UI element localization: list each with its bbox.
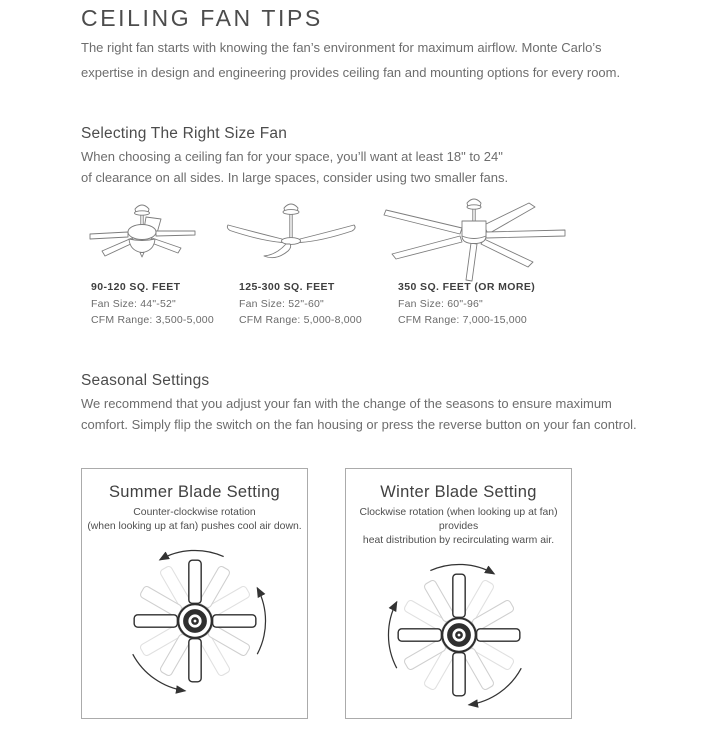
- winter-desc-line-1: Clockwise rotation (when looking up at fan) provides: [359, 507, 558, 532]
- summer-desc-line-2: (when looking up at fan) pushes cool air down.: [87, 521, 302, 532]
- sizing-section-body: [81, 146, 508, 188]
- spec-cfm-range: CFM Range: 5,000-8,000: [239, 313, 362, 326]
- clockwise-rotation-diagram: [377, 553, 541, 717]
- spec-cfm-range: CFM Range: 3,500-5,000: [91, 313, 214, 326]
- spec-block-large-room: [398, 281, 535, 328]
- winter-box-description: [346, 506, 571, 548]
- summer-blade-setting-box: [81, 468, 308, 719]
- sizing-body-line-1: When choosing a ceiling fan for your space, you’ll want at least 18" to 24": [81, 149, 503, 164]
- intro-paragraph: [81, 36, 620, 85]
- seasonal-body-line-1: We recommend that you adjust your fan with the change of the seasons to ensure maximum: [81, 396, 612, 411]
- seasonal-body-line-2: comfort. Simply flip the switch on the fan housing or press the reverse button on your fan control.: [81, 417, 637, 432]
- spec-fan-size: Fan Size: 60"-96": [398, 298, 483, 310]
- winter-desc-line-2: heat distribution by recirculating warm air.: [362, 535, 555, 546]
- winter-blade-setting-box: [345, 468, 572, 719]
- spec-area-label: 350 SQ. FEET (OR MORE): [398, 281, 536, 293]
- summer-desc-line-1: Counter-clockwise rotation: [133, 507, 256, 518]
- spec-fan-size: Fan Size: 44"-52": [91, 298, 176, 310]
- summer-box-title: Summer Blade Setting: [108, 483, 281, 501]
- sizing-body-line-2: of clearance on all sides. In large spaces, consider using two smaller fans.: [81, 170, 509, 185]
- intro-line-2: expertise in design and engineering provides ceiling fan and mounting options for every room.: [81, 64, 621, 80]
- seasonal-section-heading: Seasonal Settings: [81, 372, 210, 389]
- spec-area-label: 90-120 SQ. FEET: [91, 281, 181, 293]
- spec-fan-size: Fan Size: 52"-60": [239, 298, 324, 310]
- spec-cfm-range: CFM Range: 7,000-15,000: [398, 313, 527, 326]
- summer-box-description: [82, 506, 307, 534]
- winter-box-title: Winter Blade Setting: [380, 483, 537, 501]
- page-title: CEILING FAN TIPS: [81, 5, 323, 31]
- small-fan-illustration: [82, 199, 204, 273]
- intro-line-1: The right fan starts with knowing the fan’s environment for maximum airflow. Monte Carlo’s: [81, 40, 602, 55]
- spec-block-medium-room: [239, 281, 362, 328]
- medium-fan-illustration: [224, 199, 359, 273]
- seasonal-section-body: [81, 393, 637, 435]
- large-fan-illustration: [382, 194, 568, 284]
- counter-clockwise-rotation-diagram: [113, 539, 277, 703]
- spec-block-small-room: [91, 281, 214, 328]
- spec-area-label: 125-300 SQ. FEET: [239, 281, 335, 293]
- sizing-section-heading: Selecting The Right Size Fan: [81, 125, 288, 142]
